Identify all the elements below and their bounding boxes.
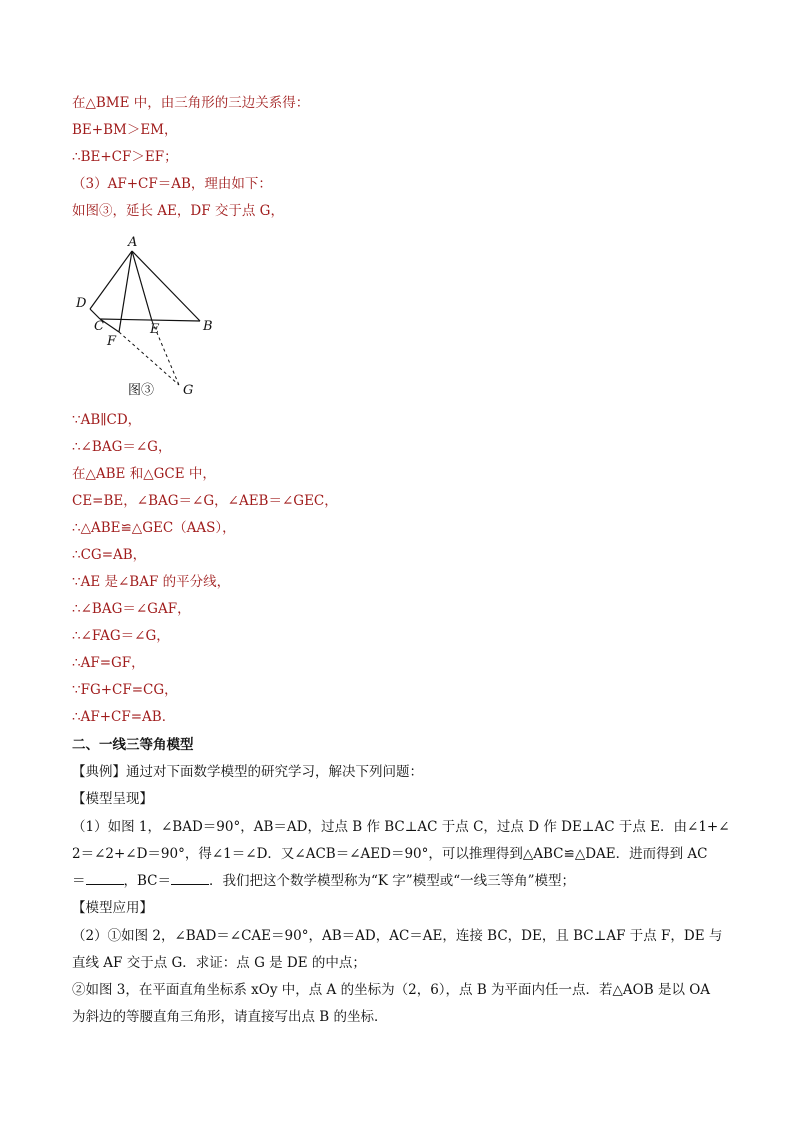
proof-line: ∴△ABE≌△GEC（AAS）， [72, 520, 236, 536]
application-line: ②如图 3，在平面直角坐标系 xOy 中，点 A 的坐标为（2，6），点 B 为平面内任一点．若△AOB 是以 OA [72, 982, 711, 998]
label-g: G [183, 383, 194, 398]
proof-line: ∴CG=AB， [72, 547, 147, 563]
segment-ad [90, 251, 132, 309]
segment-dc [90, 309, 100, 319]
application-header: 【模型应用】 [72, 900, 153, 916]
label-d: D [76, 296, 87, 311]
application-line: 为斜边的等腰直角三角形，请直接写出点 B 的坐标． [72, 1009, 388, 1025]
text-segment: ．我们把这个数学模型称为“K 字”模型或“一线三等角”模型； [209, 873, 575, 889]
section-title: 二、一线三等角模型 [72, 737, 194, 753]
text-segment: ，BC＝ [123, 873, 172, 889]
solution-line: 在△BME 中，由三角形的三边关系得： [72, 95, 310, 111]
application-line: （2）①如图 2，∠BAD＝∠CAE＝90°，AB＝AD，AC＝AE，连接 BC，DE，且 BC⊥AF 于点 F，DE 与 [72, 928, 723, 944]
geometry-figure-3 [72, 232, 222, 400]
figure-caption: 图③ [128, 383, 155, 398]
dashed-fg [119, 332, 179, 385]
proof-line: ∴∠BAG＝∠GAF， [72, 601, 191, 617]
text-segment: ＝ [72, 873, 86, 889]
solution-line: ∴BE+CF＞EF； [72, 149, 178, 165]
solution-line: BE+BM＞EM， [72, 122, 178, 138]
model-part1-line2: 2＝∠2+∠D＝90°，得∠1＝∠D．又∠ACB＝∠AED＝90°，可以推理得到△ABC≌△DAE．进而得到 AC [72, 846, 708, 862]
model-header: 【模型呈现】 [72, 791, 153, 807]
label-f: F [107, 334, 117, 349]
proof-line: ∴∠FAG＝∠G， [72, 628, 170, 644]
proof-line: ∴AF=GF， [72, 655, 145, 671]
proof-line: ∴AF+CF=AB． [72, 709, 176, 725]
model-part1-line3 [72, 872, 575, 890]
label-b: B [203, 319, 213, 334]
proof-line: ∵AB∥CD， [72, 412, 142, 428]
proof-line: 在△ABE 和△GCE 中， [72, 466, 216, 482]
solution-line: （3）AF+CF＝AB，理由如下： [72, 176, 272, 192]
segment-cb [100, 319, 200, 321]
application-line: 直线 AF 交于点 G．求证：点 G 是 DE 的中点； [72, 955, 366, 971]
proof-line: CE=BE，∠BAG＝∠G，∠AEB＝∠GEC， [72, 493, 338, 509]
label-e: E [150, 322, 160, 337]
proof-line: ∴∠BAG＝∠G， [72, 439, 172, 455]
solution-line: 如图③，延长 AE，DF 交于点 G， [72, 203, 284, 219]
model-part1-line1: （1）如图 1，∠BAD＝90°，AB＝AD，过点 B 作 BC⊥AC 于点 C，过点 D 作 DE⊥AC 于点 E．由∠1+∠ [72, 819, 730, 835]
proof-line: ∵AE 是∠BAF 的平分线， [72, 574, 231, 590]
label-c: C [94, 319, 104, 334]
label-a: A [128, 235, 138, 250]
example-intro: 【典例】通过对下面数学模型的研究学习，解决下列问题： [72, 764, 423, 780]
answer-blank-ac[interactable] [86, 872, 124, 885]
proof-line: ∵FG+CF=CG， [72, 682, 178, 698]
answer-blank-bc[interactable] [171, 872, 209, 885]
